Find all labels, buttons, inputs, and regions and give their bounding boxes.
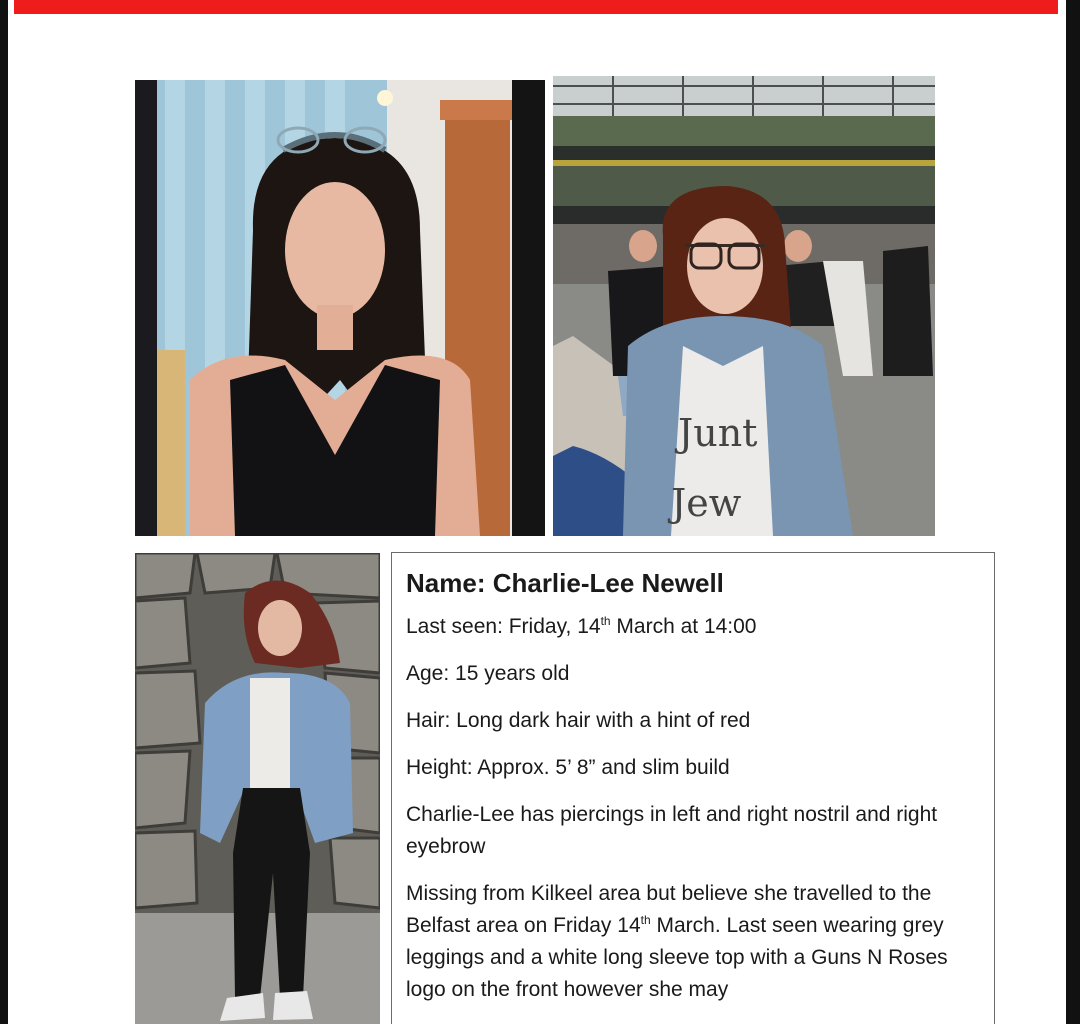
piercings-text: Charlie-Lee has piercings in left and right nostril and right eyebrow bbox=[406, 803, 938, 858]
details-panel bbox=[391, 552, 995, 1024]
right-border bbox=[1066, 0, 1080, 1024]
stadium-photo bbox=[553, 76, 935, 536]
hair-text: Hair: Long dark hair with a hint of red bbox=[406, 709, 751, 732]
portrait-photo bbox=[135, 80, 545, 536]
svg-text:Jew: Jew bbox=[671, 481, 742, 525]
stadium-photo-icon bbox=[553, 76, 935, 536]
missing-text: Missing from Kilkeel area but believe she travelled to the Belfast area on Friday 14th March. Last seen wearing grey leggings and a white long sleeve top with a Guns N Roses logo on the front however she may bbox=[406, 882, 948, 1001]
red-header-bar bbox=[14, 0, 1058, 14]
person-name: Name: Charlie-Lee Newell bbox=[406, 568, 724, 598]
full-length-photo bbox=[135, 553, 380, 1024]
full-length-photo-icon bbox=[135, 553, 380, 1024]
svg-text:Junt: Junt bbox=[678, 411, 758, 455]
left-border bbox=[0, 0, 8, 1024]
last-seen-text: Last seen: Friday, 14th March at 14:00 bbox=[406, 614, 757, 638]
age-text: Age: 15 years old bbox=[406, 662, 570, 685]
portrait-photo-icon bbox=[135, 80, 545, 536]
height-text: Height: Approx. 5’ 8” and slim build bbox=[406, 756, 730, 779]
